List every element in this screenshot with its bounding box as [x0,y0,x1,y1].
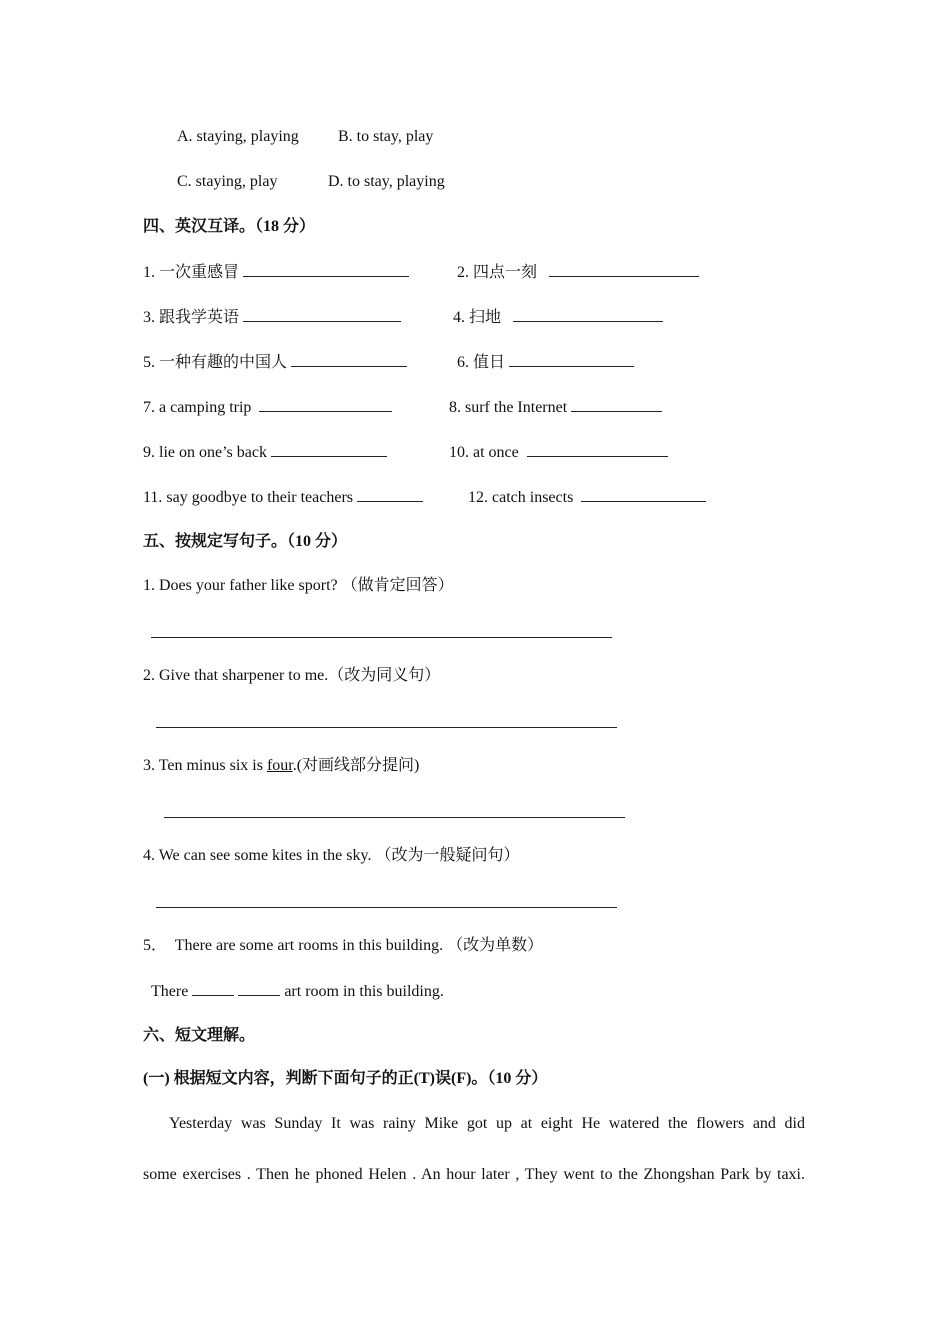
item-text: 2. 四点一刻 [457,264,538,281]
answer-line-2[interactable] [156,727,617,728]
item-text: 11. say goodbye to their teachers [143,489,354,506]
translation-item [143,442,387,463]
question-3-text: 3. Ten minus six is [143,757,267,774]
option-d: D. to stay, playing [328,173,445,190]
section5-title: 五、按规定写句子。（10 分） [143,533,348,550]
translation-item [449,397,662,418]
item-text: 9. lie on one’s back [143,444,267,461]
passage-line-1: Yesterday was Sunday It was rainy Mike got up at eight He watered the flowers and did [169,1115,805,1132]
answer-blank[interactable] [243,307,401,322]
item-text: 8. surf the Internet [449,399,568,416]
answer-line-4[interactable] [156,907,617,908]
item-text: 4. 扫地 [453,309,502,326]
section4-title: 四、英汉互译。（18 分） [143,218,316,235]
translation-item [468,487,706,508]
answer-blank[interactable] [527,442,668,457]
answer-prefix: There [151,983,189,1000]
translation-item [449,442,668,463]
translation-item [143,397,392,418]
question-2: 2. Give that sharpener to me.（改为同义句） [143,667,441,684]
item-text: 12. catch insects [468,489,574,506]
answer-blank[interactable] [243,262,409,277]
item-text: 6. 值日 [457,354,506,371]
section6-title: 六、短文理解。 [143,1027,256,1044]
option-c: C. staying, play [177,173,278,190]
translation-item [143,307,401,328]
answer-blank[interactable] [357,487,423,502]
item-text: 5. 一种有趣的中国人 [143,354,288,371]
underlined-word: four [266,757,293,774]
item-text: 1. 一次重感冒 [143,264,240,281]
translation-item [143,262,409,283]
answer-blank[interactable] [571,397,662,412]
answer-blank[interactable] [259,397,392,412]
question-3-instruction: .(对画线部分提问) [292,757,420,774]
option-a: A. staying, playing [177,128,299,145]
answer-blank[interactable] [238,981,280,996]
item-text: 7. a camping trip [143,399,252,416]
translation-item [143,487,423,508]
translation-item [457,262,699,283]
passage-line-2: some exercises . Then he phoned Helen . An hour later , They went to the Zhongshan Park by taxi. [143,1166,805,1183]
answer-blank[interactable] [291,352,407,367]
question-5-answer [151,981,444,1002]
question-1: 1. Does your father like sport? （做肯定回答） [143,577,454,594]
question-3 [143,756,419,776]
answer-blank[interactable] [271,442,387,457]
answer-line-3[interactable] [164,817,625,818]
question-5: 5． There are some art rooms in this building. （改为单数） [143,937,544,954]
answer-blank[interactable] [192,981,234,996]
answer-blank[interactable] [509,352,634,367]
answer-blank[interactable] [513,307,663,322]
section6-subtitle: (一) 根据短文内容，判断下面句子的正(T)误(F)。（10 分） [143,1070,548,1087]
question-4: 4. We can see some kites in the sky. （改为一般疑问句） [143,847,520,864]
answer-line-1[interactable] [151,637,612,638]
answer-blank[interactable] [549,262,699,277]
item-text: 10. at once [449,444,519,461]
translation-item [453,307,663,328]
translation-item [143,352,407,373]
answer-blank[interactable] [581,487,706,502]
answer-suffix: art room in this building. [284,983,444,1000]
item-text: 3. 跟我学英语 [143,309,240,326]
option-b: B. to stay, play [338,128,434,145]
translation-item [457,352,634,373]
